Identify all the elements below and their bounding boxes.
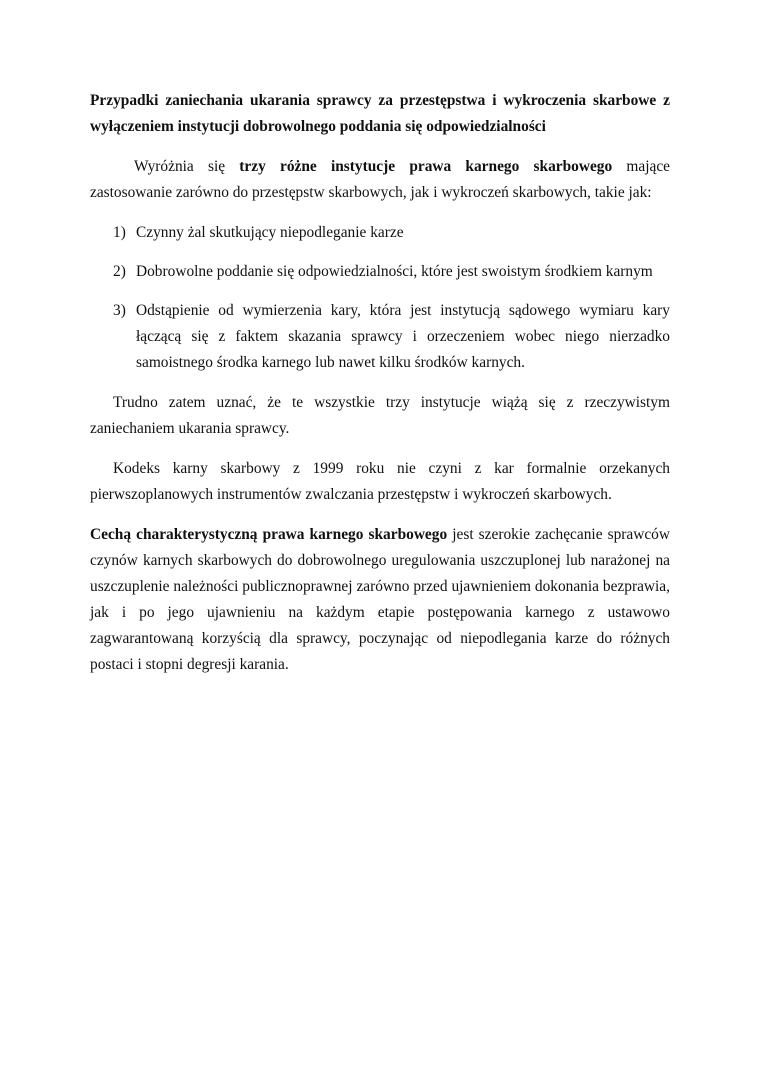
paragraph-characteristic-text: jest szerokie zachęcanie sprawców czynów karnych skarbowych do dobrowolnego uregulowania uszczuplonej lub narażonej na uszczuplenie należności publicznoprawnej zarówno przed ujawnieniem dokonania bezprawia, jak i po jego ujawnieniu na każdym etapie postępowania karnego z ustawowo zagwarantowaną korzyścią dla sprawcy, poczynając od niepodlegania karze do różnych postaci i stopni degresji karania. (90, 526, 670, 673)
intro-text-after: mające zastosowanie zarówno do przestępstw skarbowych, jak i wykroczeń skarbowych, takie jak: (90, 158, 670, 201)
institutions-list (90, 220, 670, 376)
intro-text-bold: trzy różne instytucje prawa karnego skarbowego (239, 158, 613, 175)
paragraph-characteristic (90, 522, 670, 678)
list-item-text: Odstąpienie od wymierzenia kary, która jest instytucją sądowego wymiaru kary łączącą się z faktem skazania sprawcy i orzeczeniem wobec niego nierzadko samoistnego środka karnego lub nawet kilku środków karnych. (136, 302, 670, 371)
list-item (90, 298, 670, 376)
document-title: Przypadki zaniechania ukarania sprawcy za przestępstwa i wykroczenia skarbowe z wyłączeniem instytucji dobrowolnego poddania się odpowiedzialności (90, 92, 670, 135)
list-item-number: 1) (113, 224, 126, 241)
list-item-number: 2) (113, 263, 126, 280)
intro-text-before: Wyróżnia się (134, 158, 240, 175)
list-item (90, 220, 670, 246)
list-item-text: Dobrowolne poddanie się odpowiedzialności, które jest swoistym środkiem karnym (136, 263, 653, 280)
list-item-number: 3) (113, 302, 126, 319)
intro-paragraph (90, 154, 670, 206)
document-page (90, 88, 670, 678)
list-item (90, 259, 670, 285)
paragraph-conclusion: Trudno zatem uznać, że te wszystkie trzy instytucje wiążą się z rzeczywistym zaniechaniem ukarania sprawcy. (90, 394, 670, 437)
paragraph-characteristic-bold: Cechą charakterystyczną prawa karnego skarbowego (90, 526, 448, 543)
list-item-text: Czynny żal skutkujący niepodleganie karze (136, 224, 404, 241)
paragraph-kodeks: Kodeks karny skarbowy z 1999 roku nie czyni z kar formalnie orzekanych pierwszoplanowych instrumentów zwalczania przestępstw i wykroczeń skarbowych. (90, 460, 670, 503)
